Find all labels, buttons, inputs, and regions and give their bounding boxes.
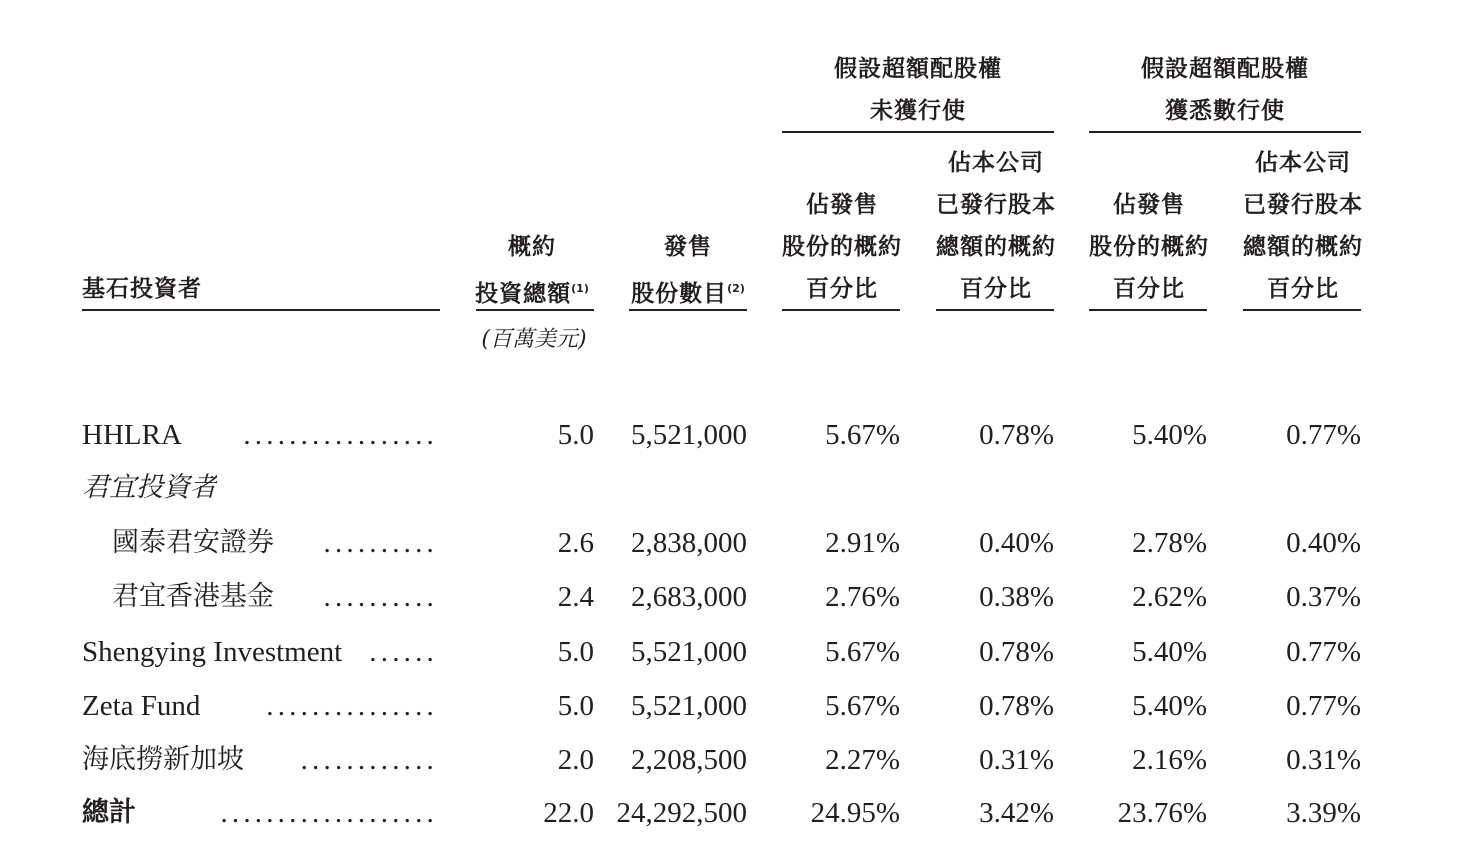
pct-capital-not-exercised-cell: 0.31% (979, 744, 1054, 776)
investor-name: Zeta Fund (82, 690, 201, 722)
table-row (0, 465, 1484, 511)
amount-cell: 22.0 (543, 797, 594, 829)
pct-capital-not-exercised-cell: 0.78% (979, 419, 1054, 451)
table-row (0, 520, 1484, 566)
pct-offer-fully-exercised-cell: 5.40% (1132, 419, 1207, 451)
group-header-rule (1089, 131, 1361, 133)
pct-offer-not-exercised-cell: 2.27% (825, 744, 900, 776)
pct-capital-fully-exercised-cell: 3.39% (1286, 797, 1361, 829)
pct-capital-fully-exercised-cell: 0.77% (1286, 419, 1361, 451)
column-header-shares: 發售 股份數目$^{(2)}$ (631, 234, 745, 307)
column-header-investor: 基石投資者 (82, 276, 202, 302)
column-header-rule (476, 309, 594, 311)
group-header-rule (782, 131, 1054, 133)
pct-capital-fully-exercised-cell: 0.37% (1286, 581, 1361, 613)
column-header-rule (936, 309, 1054, 311)
pct-capital-not-exercised-cell: 3.42% (979, 797, 1054, 829)
total-label: 總計 (82, 797, 136, 828)
dot-leader: ............... (266, 690, 438, 722)
investor-name: 海底撈新加坡 (82, 744, 244, 775)
amount-cell: 5.0 (557, 419, 594, 451)
amount-cell: 5.0 (557, 636, 594, 668)
amount-cell: 2.0 (557, 744, 594, 776)
pct-offer-not-exercised-cell: 5.67% (825, 690, 900, 722)
pct-offer-not-exercised-cell: 2.76% (825, 581, 900, 613)
pct-capital-not-exercised-cell: 0.78% (979, 636, 1054, 668)
group-header-line-2: 未獲行使 (870, 98, 966, 124)
table-row (0, 629, 1484, 675)
column-header-pct-offer-fully-exercised: 佔發售 股份的概約 百分比 (1089, 192, 1209, 302)
shares-cell: 5,521,000 (631, 636, 747, 668)
amount-cell: 2.6 (557, 527, 594, 559)
pct-offer-fully-exercised-cell: 23.76% (1117, 797, 1207, 829)
group-header-not-exercised (782, 48, 1054, 132)
investor-name: HHLRA (82, 419, 182, 451)
pct-offer-fully-exercised-cell: 2.16% (1132, 744, 1207, 776)
shares-cell: 5,521,000 (631, 419, 747, 451)
dot-leader: .......... (323, 527, 438, 559)
investor-name: 國泰君安證券 (112, 527, 274, 558)
pct-offer-fully-exercised-cell: 2.78% (1132, 527, 1207, 559)
group-header-fully-exercised (1089, 48, 1361, 132)
pct-capital-fully-exercised-cell: 0.31% (1286, 744, 1361, 776)
column-header-pct-capital-not-exercised: 佔本公司 已發行股本 總額的概約 百分比 (936, 150, 1056, 302)
column-header-rule (82, 309, 440, 311)
group-header-line-1: 假設超額配股權 (1141, 56, 1309, 82)
dot-leader: ............ (300, 744, 438, 776)
dot-leader: .......... (323, 581, 438, 613)
group-header-line-2: 獲悉數行使 (1165, 98, 1285, 124)
pct-capital-not-exercised-cell: 0.78% (979, 690, 1054, 722)
total-row (0, 790, 1484, 836)
investor-group-heading: 君宜投資者 (82, 472, 217, 503)
table-row (0, 574, 1484, 620)
group-header-line-1: 假設超額配股權 (834, 56, 1002, 82)
column-header-pct-offer-not-exercised: 佔發售 股份的概約 百分比 (782, 192, 902, 302)
column-header-rule (1243, 309, 1361, 311)
pct-offer-not-exercised-cell: 5.67% (825, 419, 900, 451)
pct-capital-not-exercised-cell: 0.40% (979, 527, 1054, 559)
footnote-marker: (1) (571, 282, 589, 295)
column-header-amount: 概約 投資總額$^{(1)}$ (475, 234, 589, 307)
column-header-rule (629, 309, 747, 311)
shares-cell: 2,838,000 (631, 527, 747, 559)
dot-leader: ................. (243, 419, 438, 451)
column-header-rule (782, 309, 900, 311)
shares-cell: 24,292,500 (616, 797, 747, 829)
pct-capital-fully-exercised-cell: 0.77% (1286, 690, 1361, 722)
shares-cell: 5,521,000 (631, 690, 747, 722)
shares-cell: 2,683,000 (631, 581, 747, 613)
pct-offer-fully-exercised-cell: 5.40% (1132, 690, 1207, 722)
investor-name: Shengying Investment (82, 636, 343, 668)
column-header-rule (1089, 309, 1207, 311)
dot-leader: ...... (369, 636, 438, 668)
table-row (0, 737, 1484, 783)
amount-unit-label: (百萬美元) (481, 327, 587, 352)
pct-offer-not-exercised-cell: 2.91% (825, 527, 900, 559)
investor-name: 君宜香港基金 (112, 581, 274, 612)
pct-capital-not-exercised-cell: 0.38% (979, 581, 1054, 613)
pct-offer-not-exercised-cell: 5.67% (825, 636, 900, 668)
amount-cell: 2.4 (557, 581, 594, 613)
table-row (0, 412, 1484, 458)
pct-capital-fully-exercised-cell: 0.77% (1286, 636, 1361, 668)
shares-cell: 2,208,500 (631, 744, 747, 776)
dot-leader: ................... (220, 797, 438, 829)
pct-offer-fully-exercised-cell: 5.40% (1132, 636, 1207, 668)
pct-offer-not-exercised-cell: 24.95% (810, 797, 900, 829)
column-header-pct-capital-fully-exercised: 佔本公司 已發行股本 總額的概約 百分比 (1243, 150, 1363, 302)
footnote-marker: (2) (727, 282, 745, 295)
pct-offer-fully-exercised-cell: 2.62% (1132, 581, 1207, 613)
table-row (0, 683, 1484, 729)
pct-capital-fully-exercised-cell: 0.40% (1286, 527, 1361, 559)
amount-cell: 5.0 (557, 690, 594, 722)
